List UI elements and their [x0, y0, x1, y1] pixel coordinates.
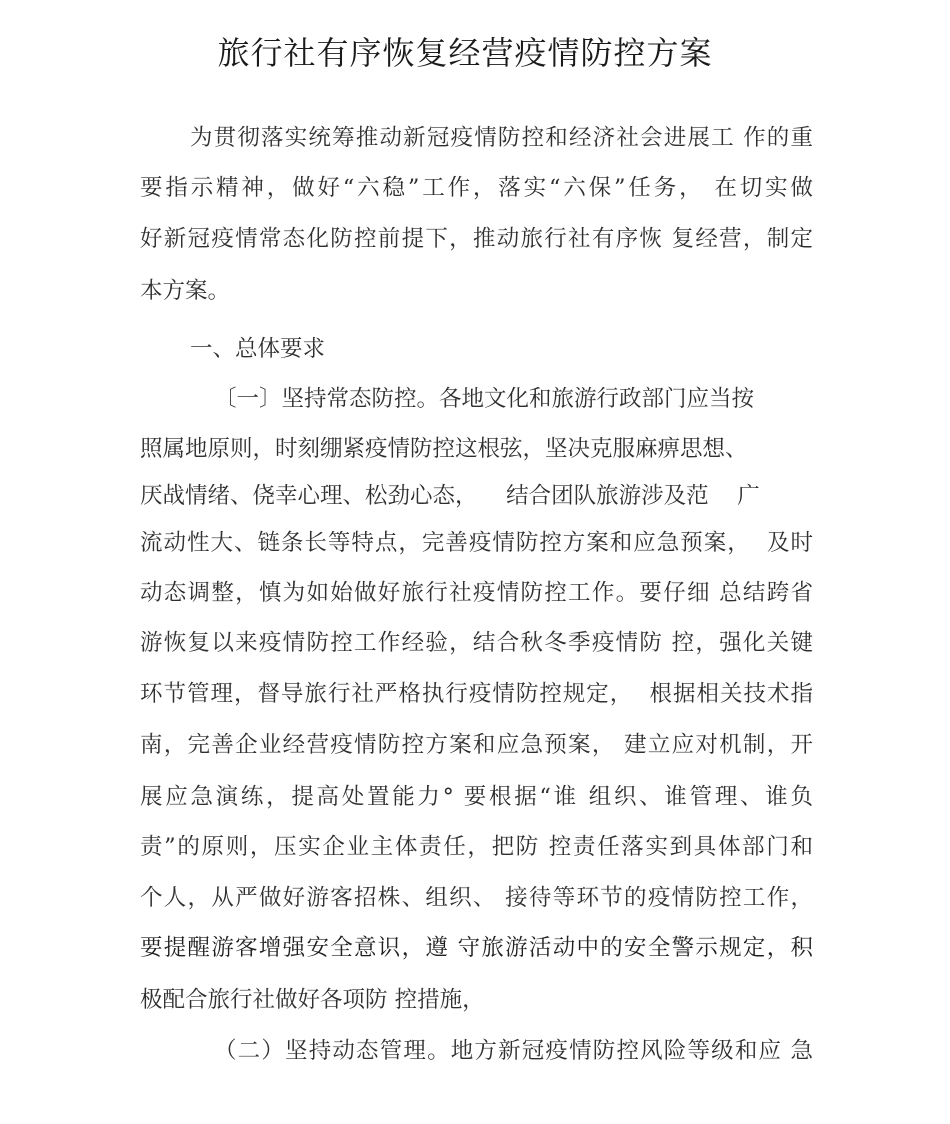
intro-line-3: 好新冠疫情常态化防控前提下，推动旅行社有序恢 复经营，制定 [140, 226, 813, 252]
item1-line-5: 动态调整，慎为如始做好旅行社疫情防控工作。要仔细 总结跨省 [140, 580, 813, 606]
item1-line-11: 个人，从严做好游客招株、组织、 接待等环节的疫情防控工作， [140, 885, 813, 911]
item1-line-10: 责”的原则，压实企业主体责任，把防 控责任落实到具体部门和 [140, 834, 813, 860]
intro-line-4: 本方案。 [140, 278, 231, 304]
intro-line-1: 为贯彻落实统筹推动新冠疫情防控和经济社会进展工 作的重 [190, 125, 813, 151]
item1-line-8: 南，完善企业经营疫情防控方案和应急预案， 建立应对机制，开 [140, 732, 813, 758]
item1-line-3: 厌战情绪、侥幸心理、松劲心态， 结合团队旅游涉及范 广 [140, 483, 760, 509]
item1-line-4: 流动性大、链条长等特点，完善疫情防控方案和应急预案， 及时 [140, 530, 813, 556]
item1-line-9: 展应急演练，提高处置能力° 要根据“谁 组织、谁管理、谁负 [140, 784, 813, 810]
item2-line-1: （二）坚持动态管理。地方新冠疫情防控风险等级和应 急 [214, 1038, 813, 1064]
item1-line-7: 环节管理，督导旅行社严格执行疫情防控规定， 根据相关技术指 [140, 681, 813, 707]
item1-line-2: 照属地原则，时刻绷紧疫情防控这根弦，坚决克服麻痹思想、 [140, 436, 748, 462]
item1-line-13: 极配合旅行社做好各项防 控措施， [140, 987, 485, 1013]
item1-line-6: 游恢复以来疫情防控工作经验，结合秋冬季疫情防 控，强化关键 [140, 630, 813, 656]
item1-line-12: 要提醒游客增强安全意识，遵 守旅游活动中的安全警示规定，积 [140, 935, 813, 961]
section-heading-1: 一、总体要求 [190, 336, 326, 362]
intro-line-2: 要指示精神，做好“六稳”工作，落实“六保”任务， 在切实做 [140, 175, 813, 201]
item1-line-1: 〔一〕坚持常态防控。各地文化和旅游行政部门应当按 [214, 386, 755, 412]
document-title: 旅行社有序恢复经营疫情防控方案 [217, 34, 713, 72]
